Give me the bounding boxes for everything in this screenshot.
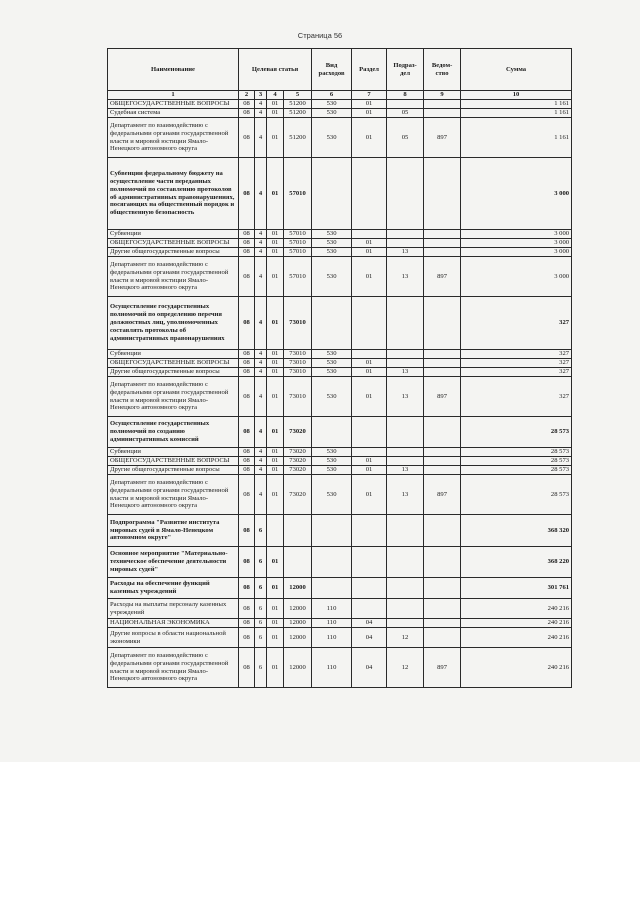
table-header-row — [108, 49, 572, 91]
subsection-code — [387, 100, 424, 109]
table-row — [108, 457, 572, 466]
target-code-event: 01 — [267, 100, 284, 109]
sum-value: 28 573 — [461, 475, 572, 515]
row-name: Департамент по взаимодействию с федеральными органами государственной власти и мировой юстиции Ямало-Ненецкого автономного округа — [108, 648, 239, 688]
table-row — [108, 578, 572, 599]
target-code-program: 08 — [239, 350, 255, 359]
col-number: 1 — [108, 91, 239, 100]
sum-value: 1 161 — [461, 109, 572, 118]
department-code — [424, 448, 461, 457]
col-number: 9 — [424, 91, 461, 100]
target-code-direction: 12000 — [284, 619, 312, 628]
sum-value: 28 573 — [461, 448, 572, 457]
row-name: Другие общегосударственные вопросы — [108, 466, 239, 475]
row-name: ОБЩЕГОСУДАРСТВЕННЫЕ ВОПРОСЫ — [108, 239, 239, 248]
target-code-subprogram: 6 — [255, 547, 267, 578]
row-name: Расходы на обеспечение функций казенных учреждений — [108, 578, 239, 599]
section-code — [352, 350, 387, 359]
row-name: Департамент по взаимодействию с федеральными органами государственной власти и мировой юстиции Ямало-Ненецкого автономного округа — [108, 475, 239, 515]
col-number: 2 — [239, 91, 255, 100]
table-row — [108, 350, 572, 359]
sum-value: 327 — [461, 368, 572, 377]
target-code-event: 01 — [267, 158, 284, 230]
row-name: Департамент по взаимодействию с федеральными органами государственной власти и мировой юстиции Ямало-Ненецкого автономного округа — [108, 118, 239, 158]
department-code — [424, 158, 461, 230]
target-code-direction: 73010 — [284, 377, 312, 417]
target-code-direction: 51200 — [284, 109, 312, 118]
department-code: 897 — [424, 118, 461, 158]
section-code: 01 — [352, 109, 387, 118]
expense-type-code: 530 — [312, 377, 352, 417]
sum-value: 240 216 — [461, 628, 572, 648]
target-code-direction: 57010 — [284, 230, 312, 239]
target-code-subprogram: 4 — [255, 359, 267, 368]
header-section: Раздел — [352, 49, 387, 91]
row-name: Субвенции — [108, 230, 239, 239]
expense-type-code: 530 — [312, 448, 352, 457]
target-code-program: 08 — [239, 578, 255, 599]
target-code-program: 08 — [239, 239, 255, 248]
target-code-direction: 73010 — [284, 350, 312, 359]
col-number: 10 — [461, 91, 572, 100]
subsection-code: 12 — [387, 648, 424, 688]
target-code-subprogram: 4 — [255, 457, 267, 466]
department-code — [424, 248, 461, 257]
table-row — [108, 230, 572, 239]
sum-value: 1 161 — [461, 100, 572, 109]
expense-type-code: 530 — [312, 475, 352, 515]
subsection-code — [387, 457, 424, 466]
row-name: Субвенции федеральному бюджету на осуществление части переданных полномочий по составлению протоколов об административных правонарушениях, посягающих на общественный порядок и общественную безопасность — [108, 158, 239, 230]
department-code: 897 — [424, 648, 461, 688]
target-code-event: 01 — [267, 648, 284, 688]
sum-value: 240 216 — [461, 648, 572, 688]
target-code-event: 01 — [267, 248, 284, 257]
target-code-program: 08 — [239, 648, 255, 688]
target-code-program: 08 — [239, 515, 255, 547]
expense-type-code: 110 — [312, 628, 352, 648]
header-subsection: Подраз-дел — [387, 49, 424, 91]
target-code-direction: 57010 — [284, 158, 312, 230]
department-code — [424, 100, 461, 109]
target-code-event: 01 — [267, 297, 284, 350]
section-code — [352, 230, 387, 239]
section-code — [352, 547, 387, 578]
expense-type-code: 530 — [312, 359, 352, 368]
table-row — [108, 547, 572, 578]
target-code-subprogram: 4 — [255, 368, 267, 377]
department-code — [424, 628, 461, 648]
table-row — [108, 297, 572, 350]
target-code-direction: 73020 — [284, 457, 312, 466]
header-name: Наименование — [108, 49, 239, 91]
col-number: 3 — [255, 91, 267, 100]
header-department: Ведом-ство — [424, 49, 461, 91]
target-code-subprogram: 4 — [255, 448, 267, 457]
target-code-program: 08 — [239, 448, 255, 457]
target-code-event: 01 — [267, 377, 284, 417]
expense-type-code — [312, 417, 352, 448]
sum-value: 3 000 — [461, 257, 572, 297]
target-code-program: 08 — [239, 100, 255, 109]
section-code: 01 — [352, 377, 387, 417]
col-number: 8 — [387, 91, 424, 100]
section-code: 01 — [352, 368, 387, 377]
col-number: 6 — [312, 91, 352, 100]
col-number: 7 — [352, 91, 387, 100]
target-code-subprogram: 4 — [255, 377, 267, 417]
expense-type-code: 530 — [312, 230, 352, 239]
target-code-program: 08 — [239, 457, 255, 466]
table-row — [108, 475, 572, 515]
section-code: 04 — [352, 628, 387, 648]
col-number: 4 — [267, 91, 284, 100]
target-code-event: 01 — [267, 368, 284, 377]
target-code-direction: 73010 — [284, 297, 312, 350]
subsection-code — [387, 619, 424, 628]
target-code-event: 01 — [267, 628, 284, 648]
target-code-subprogram: 4 — [255, 230, 267, 239]
table-row — [108, 118, 572, 158]
table-row — [108, 109, 572, 118]
sum-value: 28 573 — [461, 417, 572, 448]
target-code-program: 08 — [239, 377, 255, 417]
target-code-subprogram: 6 — [255, 628, 267, 648]
expense-type-code — [312, 547, 352, 578]
target-code-program: 08 — [239, 359, 255, 368]
target-code-event: 01 — [267, 118, 284, 158]
target-code-subprogram: 4 — [255, 100, 267, 109]
subsection-code — [387, 350, 424, 359]
target-code-subprogram: 4 — [255, 239, 267, 248]
row-name: Другие вопросы в области национальной экономики — [108, 628, 239, 648]
target-code-subprogram: 4 — [255, 248, 267, 257]
target-code-event: 01 — [267, 350, 284, 359]
target-code-subprogram: 4 — [255, 158, 267, 230]
target-code-direction: 73010 — [284, 359, 312, 368]
department-code — [424, 515, 461, 547]
department-code — [424, 239, 461, 248]
subsection-code — [387, 230, 424, 239]
target-code-program: 08 — [239, 466, 255, 475]
target-code-event: 01 — [267, 359, 284, 368]
expense-type-code: 530 — [312, 100, 352, 109]
sum-value: 3 000 — [461, 239, 572, 248]
sum-value: 327 — [461, 350, 572, 359]
target-code-direction: 57010 — [284, 239, 312, 248]
header-target-article: Целевая статья — [239, 49, 312, 91]
target-code-subprogram: 4 — [255, 350, 267, 359]
sum-value: 327 — [461, 377, 572, 417]
department-code — [424, 109, 461, 118]
subsection-code: 12 — [387, 628, 424, 648]
row-name: Субвенции — [108, 448, 239, 457]
target-code-event: 01 — [267, 547, 284, 578]
subsection-code: 13 — [387, 377, 424, 417]
row-name: Департамент по взаимодействию с федеральными органами государственной власти и мировой юстиции Ямало-Ненецкого автономного округа — [108, 377, 239, 417]
target-code-event: 01 — [267, 230, 284, 239]
col-number: 5 — [284, 91, 312, 100]
table-row — [108, 448, 572, 457]
subsection-code — [387, 578, 424, 599]
target-code-subprogram: 4 — [255, 297, 267, 350]
subsection-code: 13 — [387, 368, 424, 377]
table-row — [108, 648, 572, 688]
expense-type-code — [312, 578, 352, 599]
department-code — [424, 417, 461, 448]
department-code: 897 — [424, 377, 461, 417]
target-code-subprogram: 4 — [255, 118, 267, 158]
expense-type-code: 530 — [312, 466, 352, 475]
subsection-code — [387, 448, 424, 457]
section-code — [352, 578, 387, 599]
target-code-direction: 51200 — [284, 118, 312, 158]
target-code-direction: 12000 — [284, 599, 312, 619]
target-code-event: 01 — [267, 239, 284, 248]
budget-table — [107, 48, 572, 688]
target-code-subprogram: 6 — [255, 619, 267, 628]
expense-type-code: 530 — [312, 368, 352, 377]
target-code-event: 01 — [267, 417, 284, 448]
subsection-code — [387, 158, 424, 230]
department-code — [424, 619, 461, 628]
target-code-event: 01 — [267, 109, 284, 118]
table-row — [108, 466, 572, 475]
column-number-row — [108, 91, 572, 100]
row-name: ОБЩЕГОСУДАРСТВЕННЫЕ ВОПРОСЫ — [108, 457, 239, 466]
target-code-event: 01 — [267, 475, 284, 515]
target-code-program: 08 — [239, 158, 255, 230]
row-name: Основное мероприятие "Материально-техническое обеспечение деятельности мировых судей" — [108, 547, 239, 578]
sum-value: 327 — [461, 359, 572, 368]
section-code: 04 — [352, 648, 387, 688]
row-name: Осуществление государственных полномочий по созданию административных комиссий — [108, 417, 239, 448]
section-code: 01 — [352, 457, 387, 466]
expense-type-code: 110 — [312, 599, 352, 619]
section-code — [352, 417, 387, 448]
row-name: Департамент по взаимодействию с федеральными органами государственной власти и мировой юстиции Ямало-Ненецкого автономного округа — [108, 257, 239, 297]
target-code-program: 08 — [239, 248, 255, 257]
section-code — [352, 297, 387, 350]
section-code: 01 — [352, 359, 387, 368]
target-code-event: 01 — [267, 466, 284, 475]
target-code-event — [267, 515, 284, 547]
section-code — [352, 515, 387, 547]
target-code-direction — [284, 547, 312, 578]
table-row — [108, 158, 572, 230]
section-code: 01 — [352, 239, 387, 248]
target-code-event: 01 — [267, 448, 284, 457]
page-number-label: Страница 56 — [297, 31, 343, 40]
section-code: 01 — [352, 118, 387, 158]
target-code-direction: 51200 — [284, 100, 312, 109]
target-code-direction — [284, 515, 312, 547]
subsection-code — [387, 297, 424, 350]
target-code-program: 08 — [239, 257, 255, 297]
expense-type-code: 110 — [312, 648, 352, 688]
expense-type-code: 530 — [312, 257, 352, 297]
department-code — [424, 230, 461, 239]
sum-value: 368 220 — [461, 547, 572, 578]
target-code-direction: 12000 — [284, 628, 312, 648]
department-code — [424, 350, 461, 359]
department-code: 897 — [424, 257, 461, 297]
section-code: 04 — [352, 619, 387, 628]
expense-type-code — [312, 515, 352, 547]
target-code-direction: 12000 — [284, 578, 312, 599]
target-code-subprogram: 4 — [255, 257, 267, 297]
sum-value: 28 573 — [461, 457, 572, 466]
table-row — [108, 359, 572, 368]
row-name: ОБЩЕГОСУДАРСТВЕННЫЕ ВОПРОСЫ — [108, 100, 239, 109]
target-code-event: 01 — [267, 619, 284, 628]
department-code — [424, 368, 461, 377]
subsection-code — [387, 599, 424, 619]
table-row — [108, 417, 572, 448]
department-code — [424, 297, 461, 350]
sum-value: 301 761 — [461, 578, 572, 599]
target-code-direction: 73020 — [284, 475, 312, 515]
target-code-subprogram: 4 — [255, 109, 267, 118]
expense-type-code: 530 — [312, 118, 352, 158]
table-row — [108, 619, 572, 628]
target-code-program: 08 — [239, 417, 255, 448]
expense-type-code — [312, 158, 352, 230]
target-code-program: 08 — [239, 368, 255, 377]
section-code: 01 — [352, 466, 387, 475]
subsection-code — [387, 239, 424, 248]
table-row — [108, 368, 572, 377]
row-name: Подпрограмма "Развитие института мировых судей в Ямало-Ненецком автономном округе" — [108, 515, 239, 547]
table-row — [108, 257, 572, 297]
section-code: 01 — [352, 248, 387, 257]
expense-type-code: 530 — [312, 350, 352, 359]
target-code-subprogram: 4 — [255, 475, 267, 515]
sum-value: 1 161 — [461, 118, 572, 158]
row-name: ОБЩЕГОСУДАРСТВЕННЫЕ ВОПРОСЫ — [108, 359, 239, 368]
expense-type-code: 530 — [312, 457, 352, 466]
subsection-code — [387, 547, 424, 578]
target-code-subprogram: 6 — [255, 599, 267, 619]
sum-value: 327 — [461, 297, 572, 350]
table-row — [108, 239, 572, 248]
sum-value: 3 000 — [461, 230, 572, 239]
table-row — [108, 248, 572, 257]
section-code — [352, 599, 387, 619]
section-code: 01 — [352, 257, 387, 297]
sum-value: 240 216 — [461, 619, 572, 628]
target-code-direction: 73020 — [284, 417, 312, 448]
target-code-program: 08 — [239, 599, 255, 619]
header-sum: Сумма — [461, 49, 572, 91]
target-code-program: 08 — [239, 297, 255, 350]
row-name: Судебная система — [108, 109, 239, 118]
target-code-subprogram: 6 — [255, 578, 267, 599]
section-code — [352, 158, 387, 230]
row-name: Расходы на выплаты персоналу казенных учреждений — [108, 599, 239, 619]
department-code — [424, 457, 461, 466]
subsection-code — [387, 359, 424, 368]
table-row — [108, 599, 572, 619]
row-name: НАЦИОНАЛЬНАЯ ЭКОНОМИКА — [108, 619, 239, 628]
row-name: Осуществление государственных полномочий по определению перечня должностных лиц, уполномоченных составлять протоколы об административных правонарушениях — [108, 297, 239, 350]
section-code — [352, 448, 387, 457]
sum-value: 3 000 — [461, 248, 572, 257]
subsection-code: 13 — [387, 475, 424, 515]
expense-type-code: 110 — [312, 619, 352, 628]
table-row — [108, 515, 572, 547]
department-code — [424, 547, 461, 578]
target-code-direction: 57010 — [284, 257, 312, 297]
expense-type-code — [312, 297, 352, 350]
section-code: 01 — [352, 100, 387, 109]
subsection-code: 05 — [387, 118, 424, 158]
target-code-program: 08 — [239, 109, 255, 118]
target-code-subprogram: 6 — [255, 515, 267, 547]
department-code — [424, 599, 461, 619]
target-code-program: 08 — [239, 118, 255, 158]
department-code: 897 — [424, 475, 461, 515]
subsection-code: 13 — [387, 248, 424, 257]
expense-type-code: 530 — [312, 239, 352, 248]
target-code-direction: 73010 — [284, 368, 312, 377]
section-code: 01 — [352, 475, 387, 515]
sum-value: 368 320 — [461, 515, 572, 547]
target-code-event: 01 — [267, 457, 284, 466]
target-code-program: 08 — [239, 547, 255, 578]
expense-type-code: 530 — [312, 109, 352, 118]
table-row — [108, 628, 572, 648]
sum-value: 3 000 — [461, 158, 572, 230]
target-code-program: 08 — [239, 628, 255, 648]
department-code — [424, 578, 461, 599]
target-code-event: 01 — [267, 257, 284, 297]
subsection-code — [387, 515, 424, 547]
row-name: Другие общегосударственные вопросы — [108, 248, 239, 257]
target-code-subprogram: 4 — [255, 466, 267, 475]
target-code-program: 08 — [239, 475, 255, 515]
table-row — [108, 100, 572, 109]
row-name: Другие общегосударственные вопросы — [108, 368, 239, 377]
row-name: Субвенции — [108, 350, 239, 359]
subsection-code: 05 — [387, 109, 424, 118]
target-code-direction: 12000 — [284, 648, 312, 688]
subsection-code — [387, 417, 424, 448]
target-code-direction: 73020 — [284, 466, 312, 475]
subsection-code: 13 — [387, 466, 424, 475]
department-code — [424, 359, 461, 368]
target-code-direction: 73020 — [284, 448, 312, 457]
subsection-code: 13 — [387, 257, 424, 297]
target-code-subprogram: 4 — [255, 417, 267, 448]
target-code-program: 08 — [239, 230, 255, 239]
table-row — [108, 377, 572, 417]
target-code-event: 01 — [267, 599, 284, 619]
header-expense-type: Вид расходов — [312, 49, 352, 91]
target-code-direction: 57010 — [284, 248, 312, 257]
target-code-event: 01 — [267, 578, 284, 599]
sum-value: 28 573 — [461, 466, 572, 475]
sum-value: 240 216 — [461, 599, 572, 619]
target-code-program: 08 — [239, 619, 255, 628]
target-code-subprogram: 6 — [255, 648, 267, 688]
department-code — [424, 466, 461, 475]
expense-type-code: 530 — [312, 248, 352, 257]
